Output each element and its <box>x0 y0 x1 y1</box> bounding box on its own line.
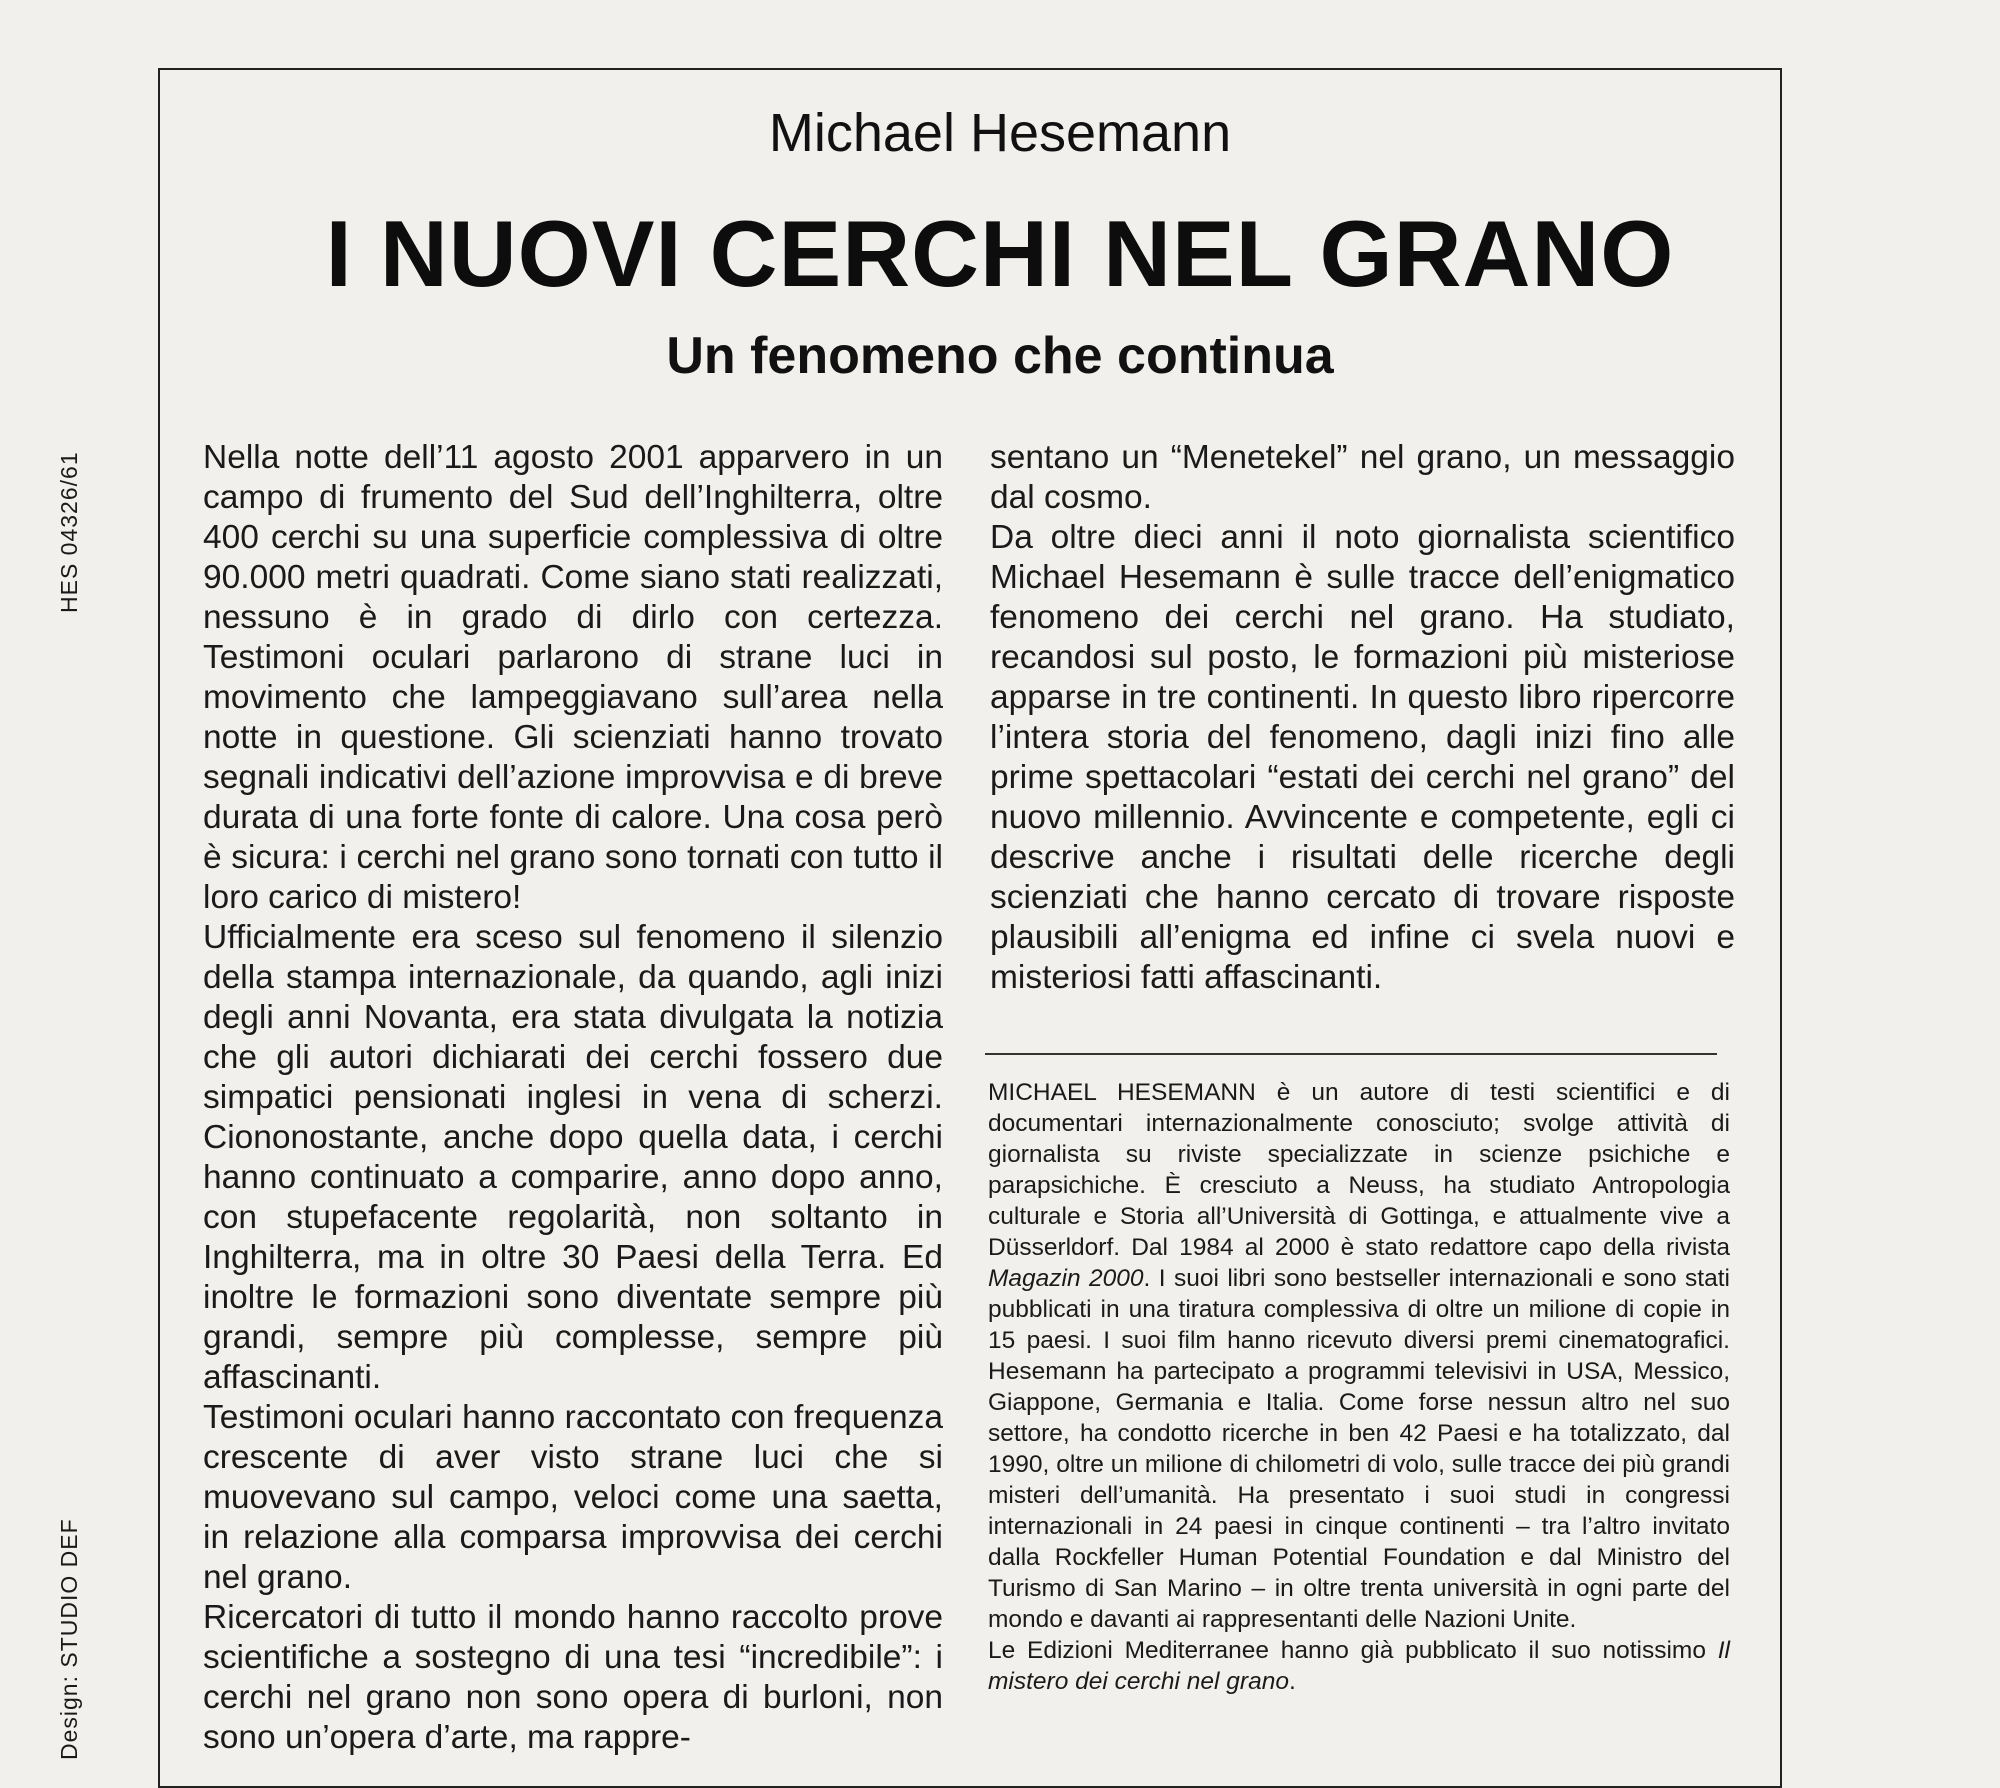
author-bio <box>988 1077 1730 1697</box>
left-paragraph-3: Testimoni oculari hanno raccontato con frequenza crescente di aver visto strane luci che si muovevano sul campo, veloci come una saetta, in relazione alla comparsa improvvisa dei cerchi nel grano. <box>203 1399 943 1596</box>
left-paragraph-2: Ufficialmente era sceso sul fenomeno il silenzio della stampa internazionale, da quando, agli inizi degli anni Novanta, era stata divulgata la notizia che gli autori dichiarati dei cerchi fossero due simpatici pensionati inglesi in vena di scherzi. Ciononostante, anche dopo quella data, i cerchi hanno continuato a comparire, anno dopo anno, con stupefacente regolarità, non soltanto in Inghilterra, ma in oltre 30 Paesi della Terra. Ed inoltre le formazioni sono diventate sempre più grandi, sempre più complesse, sempre più affascinanti. <box>203 919 943 1396</box>
left-paragraph-1: Nella notte dell’11 agosto 2001 apparvero in un campo di frumento del Sud dell’Inghilterra, oltre 400 cerchi su una superficie complessiva di oltre 90.000 metri quadrati. Come siano stati realizzati, nessuno è in grado di dirlo con certezza. Testimoni oculari parlarono di strane luci in movimento che lampeggiavano sull’area nella notte in questione. Gli scienziati hanno trovato segnali indicativi dell’azione improvvisa e di breve durata di una forte fonte di calore. Una cosa però è sicura: i cerchi nel grano sono tornati con tutto il loro carico di mistero! <box>203 439 943 916</box>
left-paragraph-4: Ricercatori di tutto il mondo hanno raccolto prove scientifiche a sostegno di una tesi “incredibile”: i cerchi nel grano non sono opera di burloni, non sono un’opera d’arte, ma rappre- <box>203 1599 943 1756</box>
left-column <box>203 438 943 1758</box>
bio-paragraph-1 <box>988 1077 1730 1635</box>
right-paragraph-2: Da oltre dieci anni il noto giornalista scientifico Michael Hesemann è sulle tracce dell’enigmatico fenomeno dei cerchi nel grano. Ha studiato, recandosi sul posto, le formazioni più misteriose apparse in tre continenti. In questo libro ripercorre l’intera storia del fenomeno, dagli inizi fino alle prime spettacolari “estati dei cerchi nel grano” del nuovo millennio. Avvincente e competente, egli ci descrive anche i risultati delle ricerche degli scienziati che hanno cercato di trovare risposte plausibili all’enigma ed infine ci svela nuovi e misteriosi fatti affascinanti. <box>990 519 1735 996</box>
right-column <box>990 438 1735 998</box>
bio-text-1a: MICHAEL HESEMANN è un autore di testi scientifici e di documentari internazionalmente conosciuto; svolge attività di giornalista su riviste specializzate in scienze psichiche e parapsichiche. È cresciuto a Neuss, ha studiato Antropologia culturale e Storia all’Università di Gottinga, e attualmente vive a Düsserldorf. Dal 1984 al 2000 è stato redattore capo della rivista <box>988 1079 1730 1261</box>
bio-text-1b: . I suoi libri sono bestseller internazionali e sono stati pubblicati in una tiratura complessiva di oltre un milione di copie in 15 paesi. I suoi film hanno ricevuto diversi premi cinematografici. Hesemann ha partecipato a programmi televisivi in USA, Messico, Giappone, Germania e Italia. Come forse nessun altro nel suo settore, ha condotto ricerche in ben 42 Paesi e ha totalizzato, dal 1990, oltre un milione di chilometri di volo, sulle tracce dei più grandi misteri dell’umanità. Ha presentato i suoi studi in congressi internazionali in 24 paesi in cinque continenti – tra l’altro invitato dalla Rockfeller Human Potential Foundation e dal Ministro del Turismo di San Marino – in oltre trenta università in ogni parte del mondo e davanti ai rappresentanti delle Nazioni Unite. <box>988 1265 1730 1633</box>
book-subtitle: Un fenomeno che continua <box>666 327 1334 385</box>
bio-divider <box>985 1053 1717 1055</box>
bio-text-2b: . <box>1288 1668 1296 1695</box>
design-credit: Design: STUDIO DEF <box>56 1518 82 1760</box>
right-paragraph-1: sentano un “Menetekel” nel grano, un messaggio dal cosmo. <box>990 439 1735 516</box>
bio-text-2a: Le Edizioni Mediterranee hanno già pubblicato il suo notissimo <box>988 1637 1718 1664</box>
bio-paragraph-2 <box>988 1635 1730 1697</box>
book-title: I NUOVI CERCHI NEL GRANO <box>325 201 1675 306</box>
magazine-name: Magazin 2000 <box>988 1265 1144 1292</box>
author-name: Michael Hesemann <box>768 103 1232 163</box>
previous-book-title: Il mistero dei cerchi nel grano <box>988 1637 1730 1695</box>
catalog-code: HES 04326/61 <box>56 451 82 613</box>
